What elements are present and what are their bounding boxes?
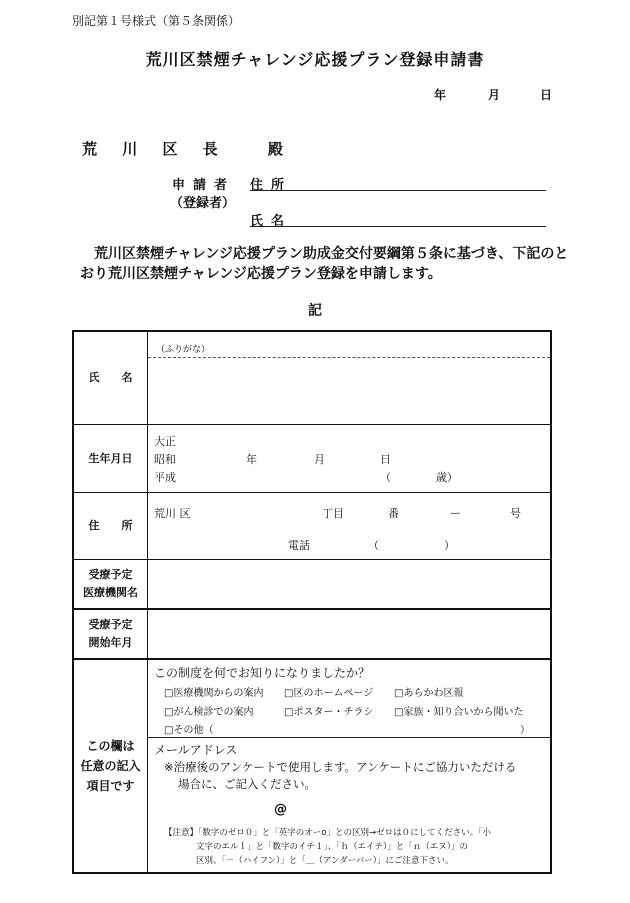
survey-question: この制度を何でお知りになりましたか？ (154, 666, 371, 680)
chome-label: 丁目 (322, 507, 344, 520)
clinic-label-line1: 受療予定 (88, 568, 133, 581)
ward-label: 荒川 区 (154, 507, 191, 520)
ban-label: 番 (388, 507, 399, 520)
furigana-label: （ふりがな） (156, 345, 211, 355)
address-field[interactable] (148, 493, 550, 559)
era-taisho: 大正 (154, 435, 176, 448)
notice-line2: 文字のエルｌ」と「数字のイチ１」、「ｈ（エイチ）」と「ｎ（エヌ）」の (196, 842, 469, 852)
furigana-divider (148, 357, 550, 358)
clinic-field[interactable] (148, 560, 550, 608)
date-year: 年 (434, 88, 447, 102)
email-label: メールアドレス (154, 743, 238, 757)
option-ward-homepage[interactable]: □区のホームページ (284, 688, 374, 699)
application-form-table (72, 330, 552, 874)
email-note-line2: 場合に、ご記入ください。 (178, 777, 316, 791)
option-cancer-screening[interactable]: □がん検診での案内 (164, 707, 254, 718)
applicant-label: 申請者 (172, 178, 236, 193)
start-date-row (74, 608, 550, 658)
name-field[interactable] (148, 332, 550, 424)
era-showa: 昭和 (154, 453, 176, 466)
option-medical-institution[interactable]: □医療機関からの案内 (164, 688, 264, 699)
applicant-address-line[interactable] (250, 190, 546, 191)
birth-day-label: 日 (380, 453, 391, 466)
phone-close-paren: ） (444, 539, 455, 552)
optional-field (148, 660, 550, 872)
date-day: 日 (540, 88, 553, 102)
address-row-label: 住 所 (74, 493, 148, 559)
option-arakawa-newsletter[interactable]: □あらかわ区報 (394, 688, 464, 699)
option-poster-flyer[interactable]: □ポスター・チラシ (284, 707, 374, 718)
dash-label: ー (450, 507, 461, 520)
birth-month-label: 月 (314, 453, 325, 466)
applicant-address-label: 住所 (250, 178, 293, 193)
optional-label-line3: 項目です (86, 779, 135, 793)
optional-row (74, 658, 550, 872)
birthdate-row-label: 生年月日 (74, 425, 148, 492)
birthdate-row (74, 424, 550, 492)
application-statement: 荒川区禁煙チャレンジ応援プラン助成金交付要綱第５条に基づき、下記のとおり荒川区禁煙チャレンジ応援プラン登録を申請します。 (80, 246, 569, 282)
optional-label-line2: 任意の記入 (80, 759, 141, 773)
date-month: 月 (488, 88, 501, 102)
age-open-paren: （ (380, 471, 391, 484)
notice-line3: 区別、「－（ハイフン）」と「＿（アンダーバー）」にご注意下さい。 (196, 856, 454, 866)
phone-label: 電話 (288, 539, 310, 552)
birth-year-label: 年 (246, 453, 257, 466)
notice-line1: 【注意】「数字のゼロ０」と「英字のオーo」との区別→ゼロは０にしてください。「小 (164, 828, 491, 838)
age-label: 歳） (436, 471, 458, 484)
start-label-line2: 開始年月 (88, 636, 133, 649)
start-label-line1: 受療予定 (88, 618, 133, 631)
addressee: 荒 川 区 長 殿 (82, 140, 293, 158)
clinic-row-label (74, 560, 148, 608)
ki-heading: 記 (308, 303, 322, 319)
phone-open-paren: （ (368, 539, 379, 552)
email-at-sign[interactable]: @ (274, 802, 287, 817)
document-title: 荒川区禁煙チャレンジ応援プラン登録申請書 (145, 50, 485, 69)
name-row-label: 氏 名 (74, 332, 148, 424)
optional-row-label (74, 660, 148, 872)
start-date-row-label (74, 610, 148, 658)
applicant-name-line[interactable] (250, 226, 546, 227)
birthdate-field[interactable] (148, 425, 550, 492)
clinic-label-line2: 医療機関名 (83, 586, 138, 599)
address-row (74, 492, 550, 559)
form-number-label: 別記第１号様式（第５条関係） (72, 14, 241, 28)
era-heisei: 平成 (154, 471, 176, 484)
option-family-friends[interactable]: □家族・知り合いから聞いた (394, 707, 524, 718)
optional-label-line1: この欄は (86, 739, 135, 753)
registrant-label: （登録者） (170, 196, 236, 211)
option-other[interactable]: □その他（ (164, 725, 214, 736)
start-date-field[interactable] (148, 610, 550, 658)
clinic-row (74, 559, 550, 608)
email-note-line1: ※治療後のアンケートで使用します。アンケートにご協力いただける (164, 760, 517, 774)
name-row (74, 332, 550, 424)
optional-divider (148, 737, 550, 738)
go-label: 号 (510, 507, 521, 520)
option-other-close-paren: ） (520, 725, 530, 736)
applicant-name-label: 氏名 (250, 214, 293, 229)
